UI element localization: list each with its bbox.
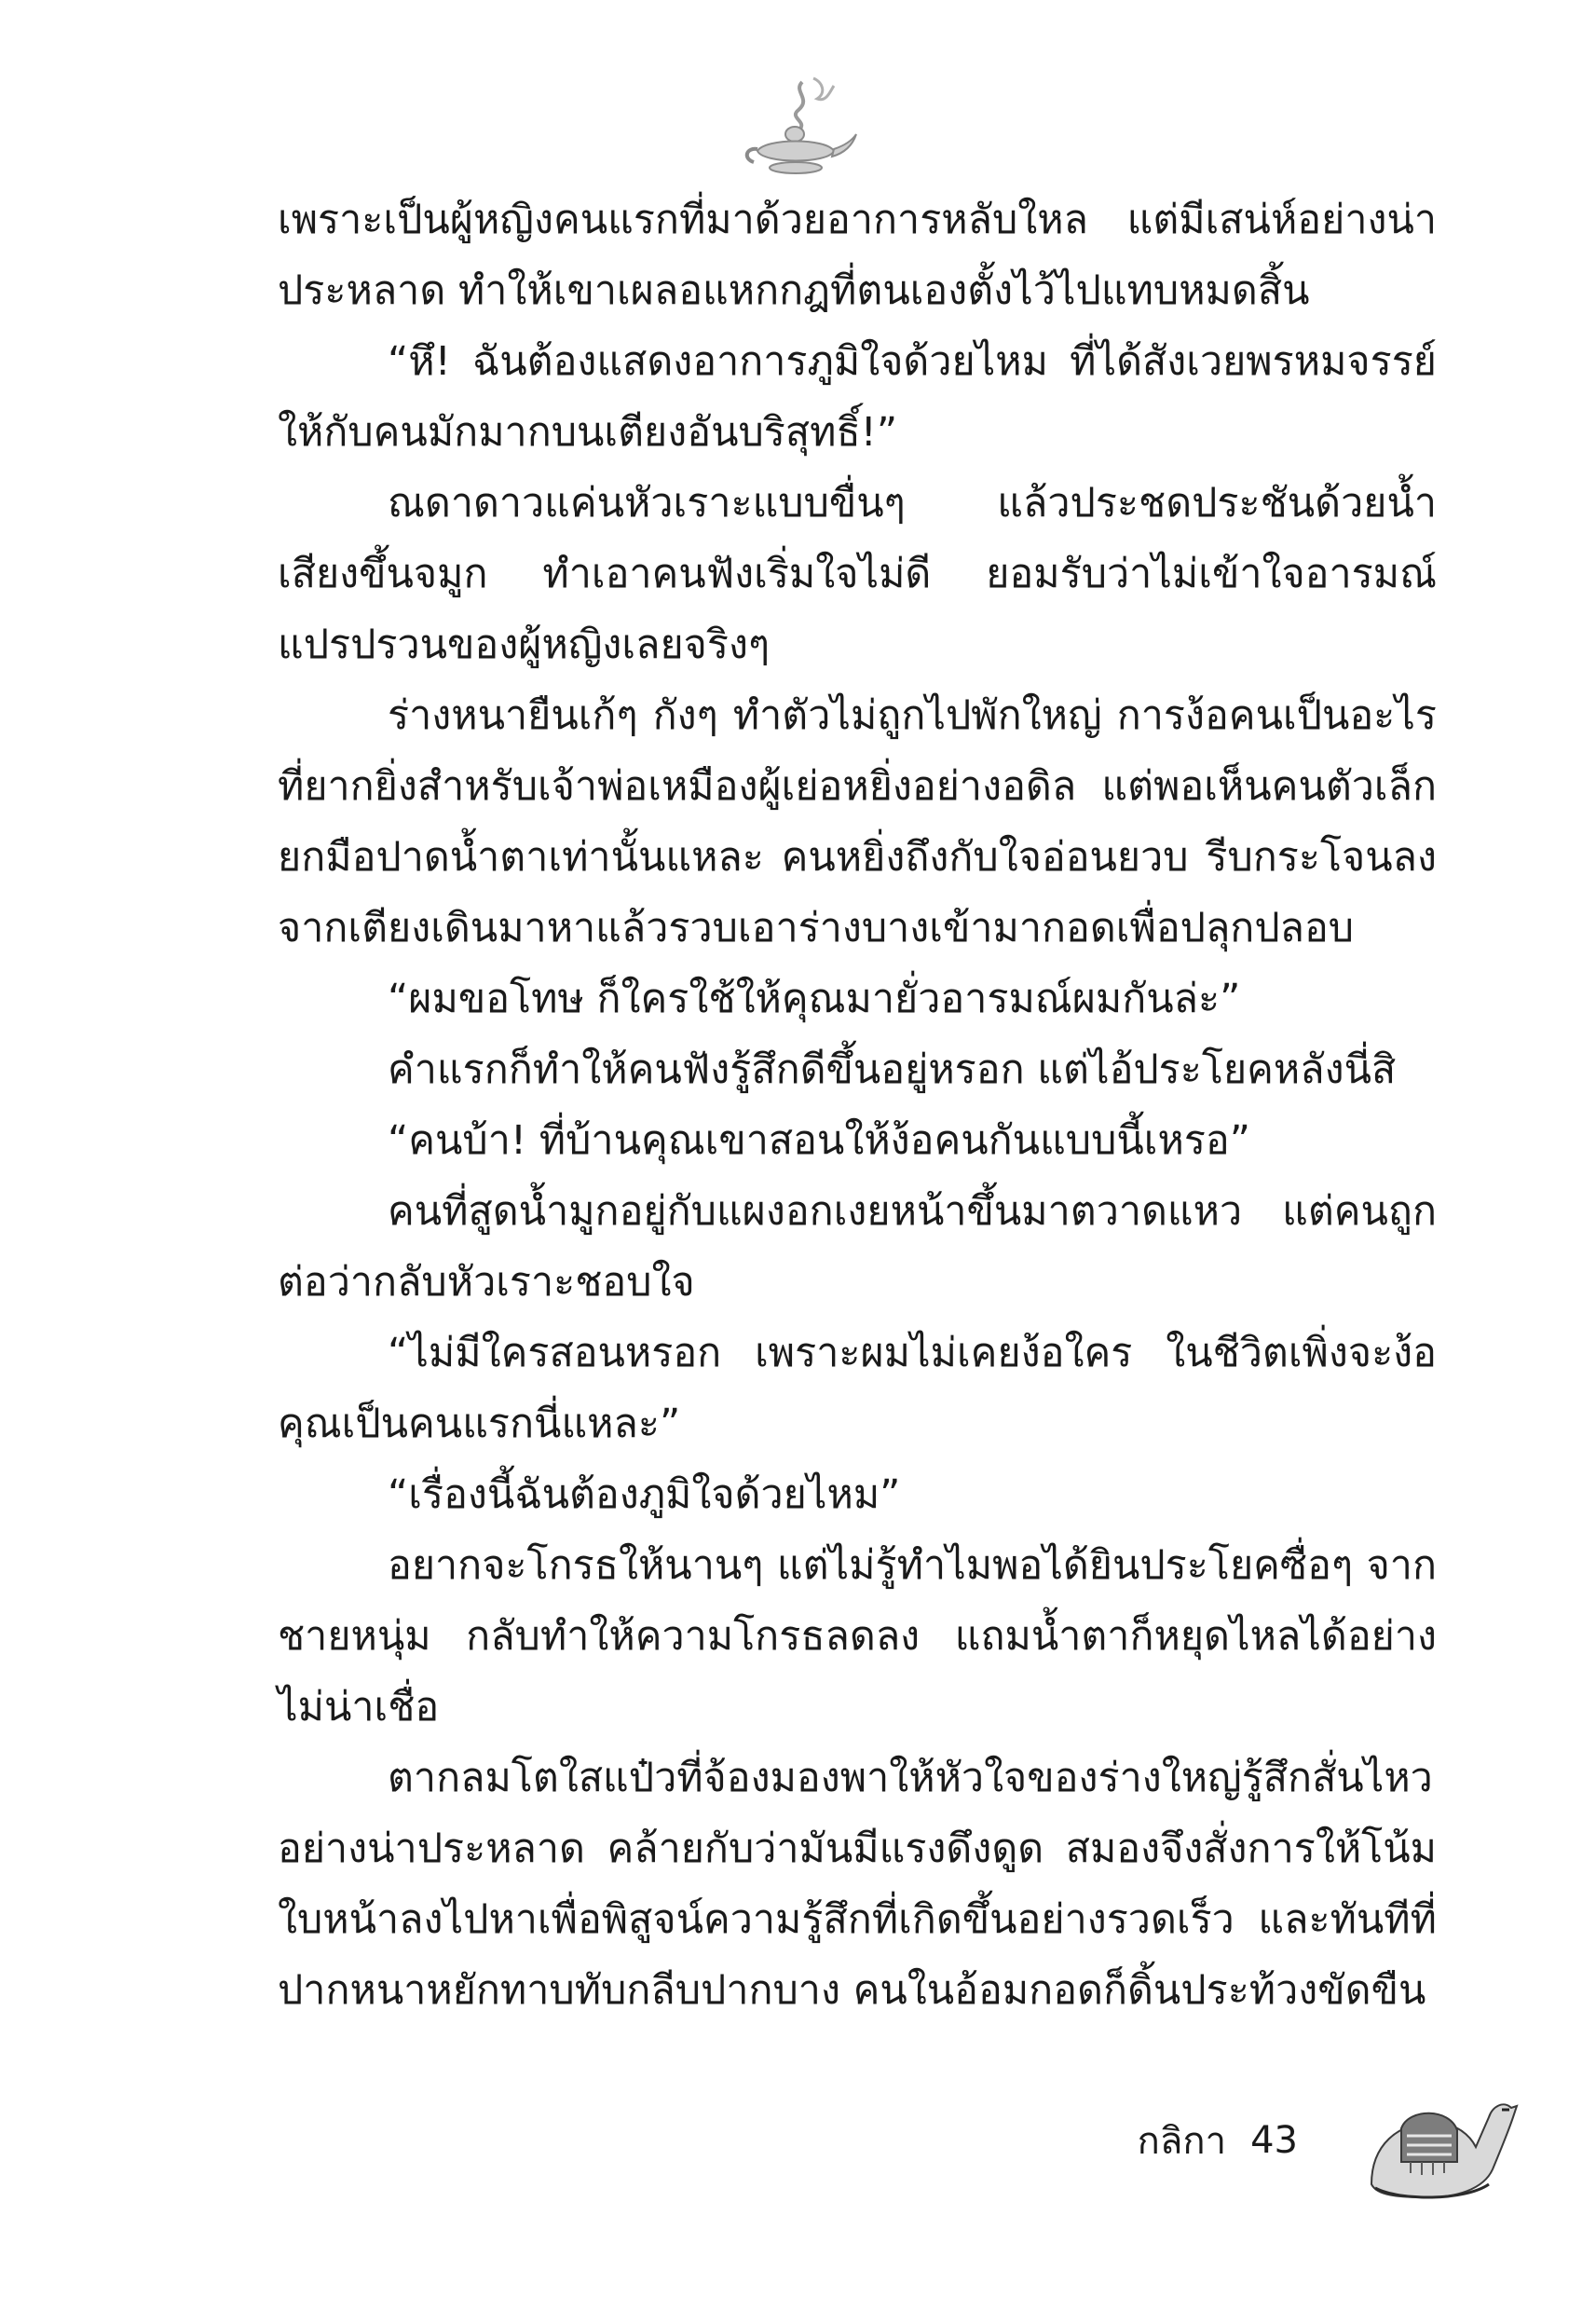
paragraph: “เรื่องนี้ฉันต้องภูมิใจด้วยไหม” (388, 1471, 901, 1518)
paragraph: ร่างหนายืนเก้ๆ กังๆ ทำตัวไม่ถูกไปพักใหญ่ การง้อคนเป็นอะไรที่ยากยิ่งสำหรับเจ้าพ่อเหมืองผู้เย่อหยิ่งอย่างอดิล แต่พอเห็นคนตัวเล็กยกมือปาดน้ำตาเท่านั้นแหละ คนหยิ่งถึงกับใจอ่อนยวบ รีบกระโจนลงจากเตียงเดินมาหาแล้วรวบเอาร่างบางเข้ามากอดเพื่อปลุกปลอบ (278, 692, 1437, 951)
story-text (278, 185, 1437, 2026)
paragraph: อยากจะโกรธให้นานๆ แต่ไม่รู้ทำไมพอได้ยินประโยคซื่อๆ จากชายหนุ่ม กลับทำให้ความโกรธลดลง แถมน้ำตาก็หยุดไหลได้อย่างไม่น่าเชื่อ (278, 1542, 1437, 1730)
page-number: 43 (1250, 2119, 1298, 2162)
camel-icon (1353, 2080, 1521, 2210)
paragraph: ตากลมโตใสแป๋วที่จ้องมองพาให้หัวใจของร่างใหญ่รู้สึกสั่นไหวอย่างน่าประหลาด คล้ายกับว่ามันมีแรงดึงดูด สมองจึงสั่งการให้โน้มใบหน้าลงไปหาเพื่อพิสูจน์ความรู้สึกที่เกิดขึ้นอย่างรวดเร็ว และทันทีที่ปากหนาหยักทาบทับกลีบปากบาง คนในอ้อมกอดก็ดิ้นประท้วงขัดขืน (278, 1755, 1437, 2014)
paragraph: ณดาดาวแค่นหัวเราะแบบขื่นๆ แล้วประชดประชันด้วยน้ำเสียงขึ้นจมูก ทำเอาคนฟังเริ่มใจไม่ดี ยอมรับว่าไม่เข้าใจอารมณ์แปรปรวนของผู้หญิงเลยจริงๆ (278, 480, 1437, 668)
paragraph: “คนบ้า! ที่บ้านคุณเขาสอนให้ง้อคนกันแบบนี้เหรอ” (388, 1117, 1251, 1164)
genie-lamp-icon (737, 73, 858, 185)
paragraph: เพราะเป็นผู้หญิงคนแรกที่มาด้วยอาการหลับใหล แต่มีเสน่ห์อย่างน่าประหลาด ทำให้เขาเผลอแหกกฎที่ตนเองตั้งไว้ไปแทบหมดสิ้น (278, 197, 1437, 314)
book-title: กลิกา (1137, 2120, 1227, 2163)
paragraph: “ไม่มีใครสอนหรอก เพราะผมไม่เคยง้อใคร ในชีวิตเพิ่งจะง้อคุณเป็นคนแรกนี่แหละ” (278, 1330, 1437, 1447)
paragraph: คนที่สูดน้ำมูกอยู่กับแผงอกเงยหน้าขึ้นมาตวาดแหว แต่คนถูกต่อว่ากลับหัวเราะชอบใจ (278, 1188, 1437, 1306)
paragraph: “หึ! ฉันต้องแสดงอาการภูมิใจด้วยไหม ที่ได้สังเวยพรหมจรรย์ให้กับคนมักมากบนเตียงอันบริสุทธิ์!” (278, 338, 1437, 456)
paragraph: “ผมขอโทษ ก็ใครใช้ให้คุณมายั่วอารมณ์ผมกันล่ะ” (388, 976, 1241, 1022)
page-footer (1138, 2108, 1298, 2173)
paragraph: คำแรกก็ทำให้คนฟังรู้สึกดีขึ้นอยู่หรอก แต่ไอ้ประโยคหลังนี่สิ (388, 1046, 1397, 1093)
